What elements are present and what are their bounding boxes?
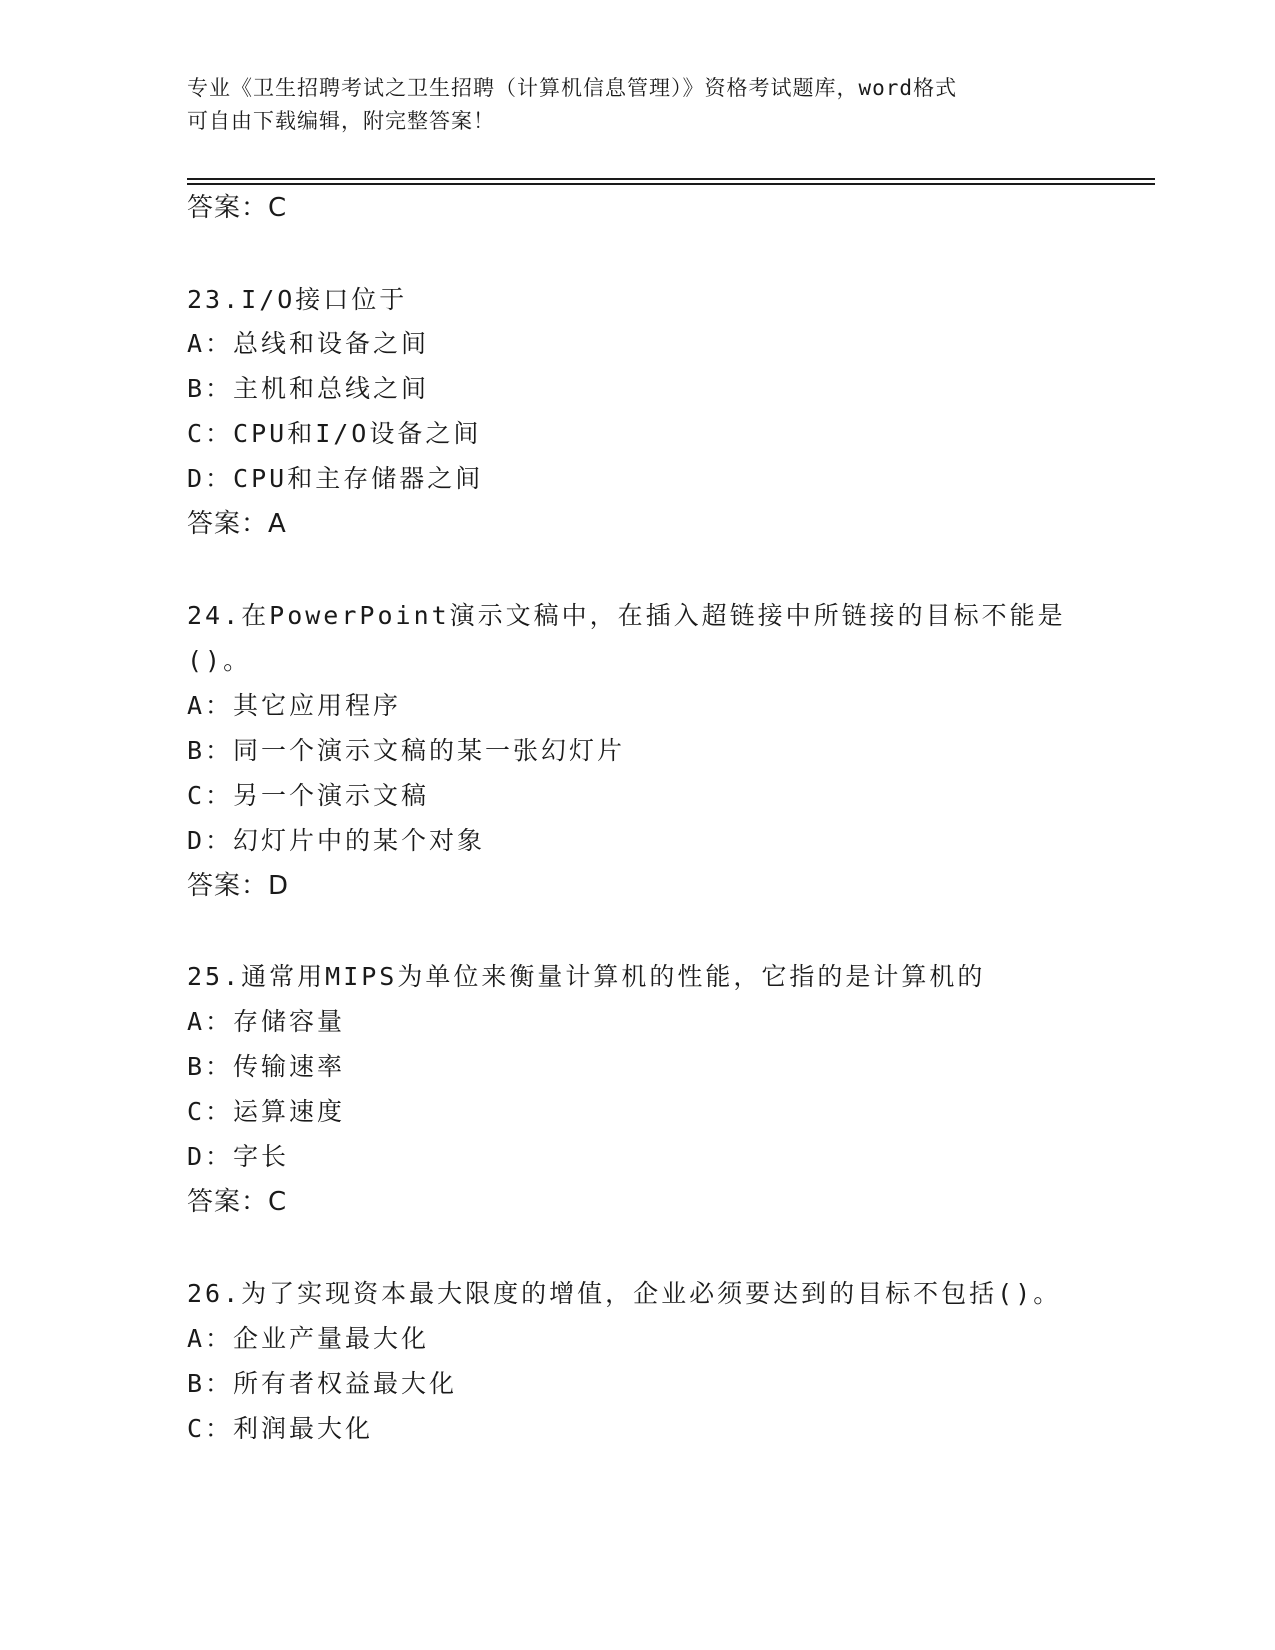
answer-line: 答案：C [187, 193, 288, 223]
header-line-1: 专业《卫生招聘考试之卫生招聘（计算机信息管理）》资格考试题库，word格式 [187, 76, 958, 100]
question-25-answer: 答案：C [187, 1187, 288, 1217]
question-25-option-a: A：存储容量 [187, 1007, 346, 1036]
question-24-option-b: B：同一个演示文稿的某一张幻灯片 [187, 736, 626, 765]
question-25-option-d: D：字长 [187, 1142, 290, 1171]
header-line-2: 可自由下载编辑，附完整答案！ [187, 109, 495, 133]
question-24-option-d: D：幻灯片中的某个对象 [187, 826, 486, 855]
question-26-option-a: A：企业产量最大化 [187, 1324, 430, 1353]
question-26-stem: 26.为了实现资本最大限度的增值，企业必须要达到的目标不包括()。 [187, 1279, 1062, 1308]
header-divider-bottom [187, 183, 1155, 185]
question-26-option-b: B：所有者权益最大化 [187, 1369, 458, 1398]
question-26-option-c: C：利润最大化 [187, 1414, 374, 1443]
question-24-answer: 答案：D [187, 871, 290, 901]
question-23-stem: 23.I/O接口位于 [187, 285, 408, 314]
question-23-option-b: B：主机和总线之间 [187, 374, 430, 403]
question-24-option-c: C：另一个演示文稿 [187, 781, 430, 810]
document-header [187, 72, 1087, 138]
question-25-stem: 25.通常用MIPS为单位来衡量计算机的性能，它指的是计算机的 [187, 962, 986, 991]
question-25-option-b: B：传输速率 [187, 1052, 346, 1081]
question-25-option-c: C：运算速度 [187, 1097, 346, 1126]
question-24-stem-continued: ()。 [187, 646, 252, 675]
question-23-option-d: D：CPU和主存储器之间 [187, 464, 484, 493]
question-24-stem: 24.在PowerPoint演示文稿中，在插入超链接中所链接的目标不能是 [187, 601, 1066, 630]
question-24-option-a: A：其它应用程序 [187, 691, 402, 720]
header-divider-top [187, 178, 1155, 180]
question-23-option-c: C：CPU和I/O设备之间 [187, 419, 482, 448]
question-23-answer: 答案：A [187, 509, 287, 539]
question-23-option-a: A：总线和设备之间 [187, 329, 430, 358]
